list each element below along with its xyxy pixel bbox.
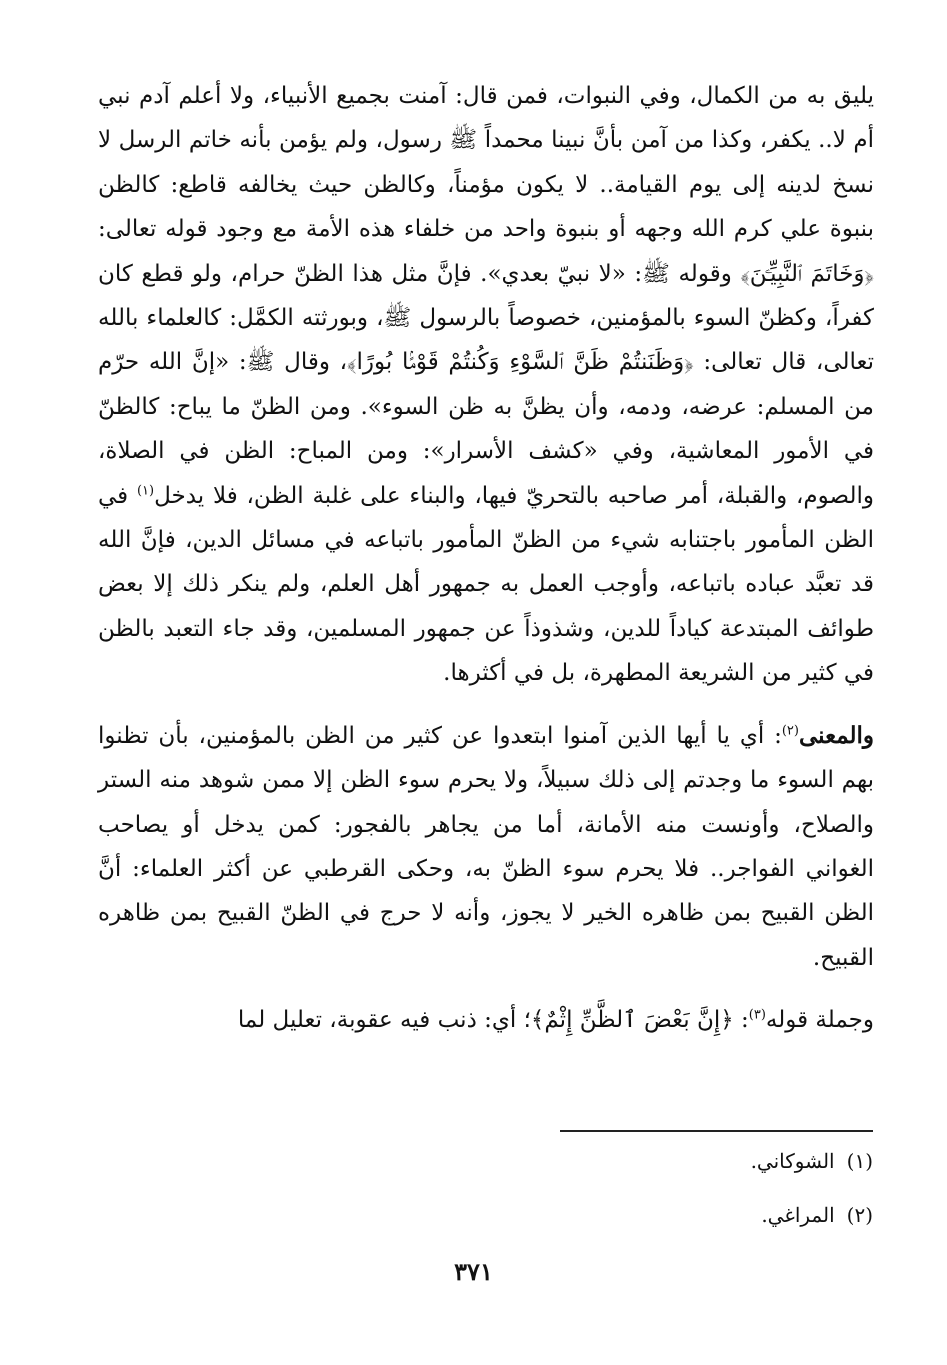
footnote-1-text: الشوكاني. xyxy=(750,1149,835,1173)
footnote-2-text: المراغي. xyxy=(761,1203,835,1227)
footnote-ref-3: (٣) xyxy=(748,1007,766,1023)
footnote-ref-2: (٢) xyxy=(781,723,799,739)
footnotes xyxy=(473,1146,873,1254)
page-number: ٣٧١ xyxy=(454,1257,493,1286)
paragraph-2-text: : أي يا أيها الذين آمنوا ابتعدوا عن كثير من الظن بالمؤمنين، بأن تظنوا بهم السوء ما وجدتم إلى ذلك سبيلاً، ولا يحرم سوء الظن إلا ممن شوهد منه الستر والصلاح، وأونست منه الأمانة، أما من يجاهر بالفجور: كمن يدخل أو يصاحب الغواني الفواجر.. فلا يحرم سوء الظنّ به، وحكى القرطبي عن أكثر العلماء: أنَّ الظن القبيح بمن ظاهره الخير لا يجوز، وأنه لا حرج في الظنّ القبيح بمن ظاهره القبيح. xyxy=(98,722,874,971)
footnote-divider xyxy=(560,1130,873,1132)
paragraph-3 xyxy=(98,998,874,1042)
footnote-1 xyxy=(473,1146,873,1176)
paragraph-3-text: : ﴿إِنَّ بَعْضَ ٱلظَّنِّ إِثْمٌ﴾؛ أي: ذنب فيه عقوبة، تعليل لما xyxy=(237,1007,749,1034)
paragraph-2 xyxy=(98,714,874,980)
paragraph-1-text: يليق به من الكمال، وفي النبوات، فمن قال: آمنت بجميع الأنبياء، ولا أعلم آدم نبي أم لا.. يكفر، وكذا من آمن بأنَّ نبينا محمداً ﷺ رسول، ولم يؤمن بأنه خاتم الرسل لا نسخ لدينه إلى يوم القيامة.. لا يكون مؤمناً، وكالظن حيث يخالفه قاطع: كالظن بنبوة علي كرم الله وجهه أو بنبوة واحد من خلفاء هذه الأمة مع وجود قوله تعالى: ﴿وَخَاتَمَ ٱلنَّبِيِّـۧنَ﴾ وقوله ﷺ: «لا نبيّ بعدي». فإنَّ مثل هذا الظنّ حرام، ولو قطع كان كفراً، وكظنّ السوء بالمؤمنين، خصوصاً بالرسول ﷺ، وبورثته الكمَّل: كالعلماء بالله تعالى، قال تعالى: ﴿وَظَنَنتُمْ ظَنَّ ٱلسَّوْءِ وَكُنتُمْ قَوْمًۢا بُورًا﴾، وقال ﷺ: «إنَّ الله حرّم من المسلم: عرضه، ودمه، وأن يظنَّ به ظن السوء». ومن الظنّ ما يباح: كالظنّ في الأمور المعاشية، وفي «كشف الأسرار»: ومن المباح: الظن في الصلاة، والصوم، والقبلة، أمر صاحبه بالتحريّ فيها، والبناء على غلبة الظن، فلا يدخل xyxy=(98,83,874,509)
footnote-ref-1: (١) xyxy=(136,483,155,498)
paragraph-1-continued: في الظن المأمور باجتنابه شيء من الظنّ المأمور باتباعه في مسائل الدين، فإنَّ الله قد تعبَّد عباده باتباعه، وأوجب العمل به جمهور أهل العلم، ولم ينكر ذلك إلا بعض طوائف المبتدعة كياداً للدين، وشذوذاً عن جمهور المسلمين، وقد جاء التعبد بالظن في كثير من الشريعة المطهرة، بل في أكثرها. xyxy=(98,482,874,687)
paragraph-3-lead: وجملة قوله xyxy=(765,1007,874,1034)
footnote-2-number: (٢) xyxy=(846,1203,873,1227)
footnote-2 xyxy=(473,1200,873,1230)
paragraph-2-lead: والمعنى xyxy=(798,721,874,749)
page-body xyxy=(98,74,874,1043)
paragraph-1 xyxy=(98,74,874,696)
footnote-1-number: (١) xyxy=(846,1149,873,1173)
